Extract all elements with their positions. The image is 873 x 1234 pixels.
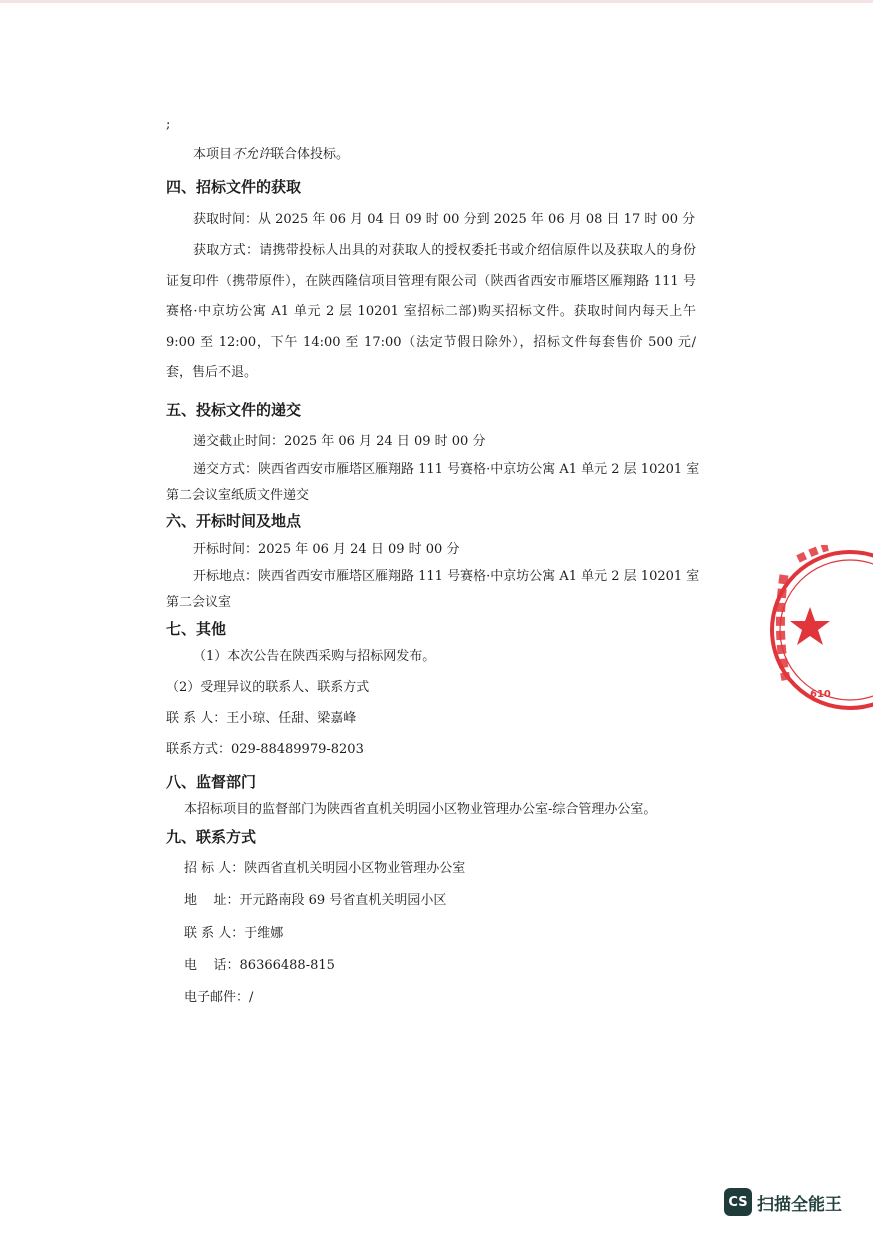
- s6-time: 开标时间：2025 年 06 月 24 日 09 时 00 分: [193, 542, 460, 557]
- scanner-watermark: [724, 1186, 842, 1218]
- seal-graphic: [768, 545, 873, 715]
- s6-place-line2: 第二会议室: [166, 595, 232, 610]
- section-4-title: 四、招标文件的获取: [166, 178, 302, 196]
- top-mark: ;: [166, 117, 171, 132]
- section-6-title: 六、开标时间及地点: [166, 512, 302, 530]
- s9-contact: 联 系 人：于维娜: [184, 926, 284, 941]
- s7-phone: 联系方式：029-88489979-8203: [166, 742, 364, 757]
- s5-method-line2: 第二会议室纸质文件递交: [166, 488, 310, 503]
- consortium-line: [193, 146, 349, 164]
- s6-place-line1: 开标地点：陕西省西安市雁塔区雁翔路 111 号赛格·中京坊公寓 A1 单元 2 层 10201 室: [193, 569, 700, 584]
- official-seal: [768, 545, 873, 715]
- s9-address: 地 址：开元路南段 69 号省直机关明园小区: [184, 893, 447, 908]
- s5-method-line1: 递交方式：陕西省西安市雁塔区雁翔路 111 号赛格·中京坊公寓 A1 单元 2 层 10201 室: [193, 462, 700, 477]
- consortium-suffix: 联合体投标。: [271, 147, 350, 162]
- section-9-title: 九、联系方式: [166, 828, 257, 846]
- s8-text: 本招标项目的监督部门为陕西省直机关明园小区物业管理办公室-综合管理办公室。: [184, 802, 657, 817]
- s7-contact: 联 系 人：王小琼、任甜、梁嘉峰: [166, 711, 357, 726]
- scanner-logo-icon: CS: [724, 1188, 752, 1216]
- consortium-prefix: 本项目: [193, 147, 233, 162]
- s4-method: 获取方式：请携带投标人出具的对获取人的授权委托书或介绍信原件以及获取人的身份证复印件（携带原件），在陕西隆信项目管理有限公司（陕西省西安市雁塔区雁翔路 111 号赛格·中京坊公寓 A1 单元 2 层 10201 室招标二部)购买招标文件。获取时间内每天上午 9:00 至 12:00，下午 14:00 至 17:00（法定节假日除外），招标文件每套售价 500 元/套，售后不退。: [166, 243, 696, 381]
- s7-item1: （1）本次公告在陕西采购与招标网发布。: [193, 649, 436, 664]
- section-7-title: 七、其他: [166, 620, 227, 638]
- s5-deadline: 递交截止时间：2025 年 06 月 24 日 09 时 00 分: [193, 434, 486, 449]
- scanner-label: 扫描全能王: [757, 1194, 842, 1215]
- s9-tenderer: 招 标 人：陕西省直机关明园小区物业管理办公室: [184, 861, 466, 876]
- s4-time: 获取时间：从 2025 年 06 月 04 日 09 时 00 分到 2025 年 06 月 08 日 17 时 00 分: [193, 212, 696, 227]
- s9-email: 电子邮件：/: [184, 990, 254, 1005]
- seal-number: 610: [810, 689, 831, 700]
- s9-phone: 电 话：86366488-815: [184, 958, 335, 973]
- s7-item2: （2）受理异议的联系人、联系方式: [166, 680, 370, 695]
- scan-edge: [0, 0, 873, 3]
- section-5-title: 五、投标文件的递交: [166, 401, 302, 419]
- section-8-title: 八、监督部门: [166, 773, 257, 791]
- consortium-emph: 不允许: [232, 147, 272, 162]
